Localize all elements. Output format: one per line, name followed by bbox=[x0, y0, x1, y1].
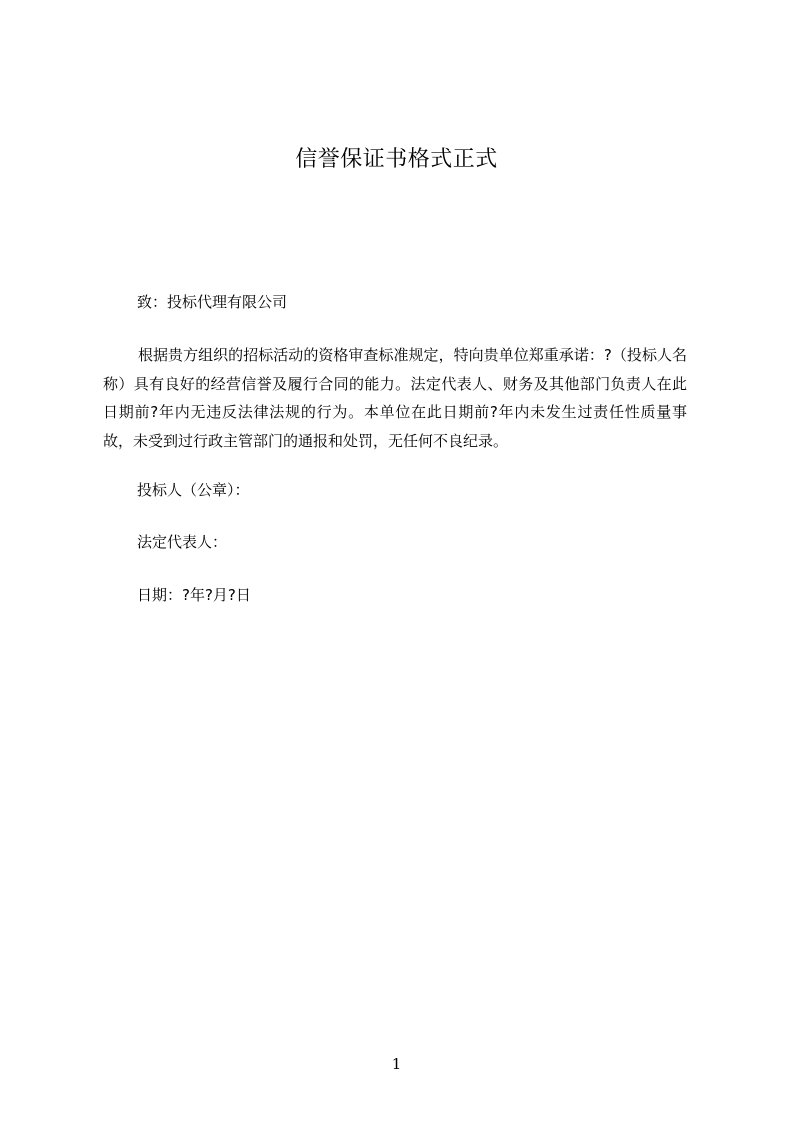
legal-representative-line: 法定代表人： bbox=[137, 533, 228, 551]
document-title: 信誉保证书格式正式 bbox=[295, 147, 498, 172]
recipient-line: 致：投标代理有限公司 bbox=[137, 293, 288, 311]
page-number: 1 bbox=[391, 1055, 402, 1073]
bidder-seal-line: 投标人（公章）： bbox=[137, 481, 250, 499]
date-line: 日期：?年?月?日 bbox=[137, 586, 251, 604]
commitment-paragraph: 根据贵方组织的招标活动的资格审查标准规定，特向贵单位郑重承诺：?（投标人名称）具有良好的经营信誉及履行合同的能力。法定代表人、财务及其他部门负责人在此日期前?年内无违反法律法规的行为。本单位在此日期前?年内未发生过责任性质量事故，未受到过行政主管部门的通报和处罚，无任何不良纪录。 bbox=[103, 346, 687, 450]
